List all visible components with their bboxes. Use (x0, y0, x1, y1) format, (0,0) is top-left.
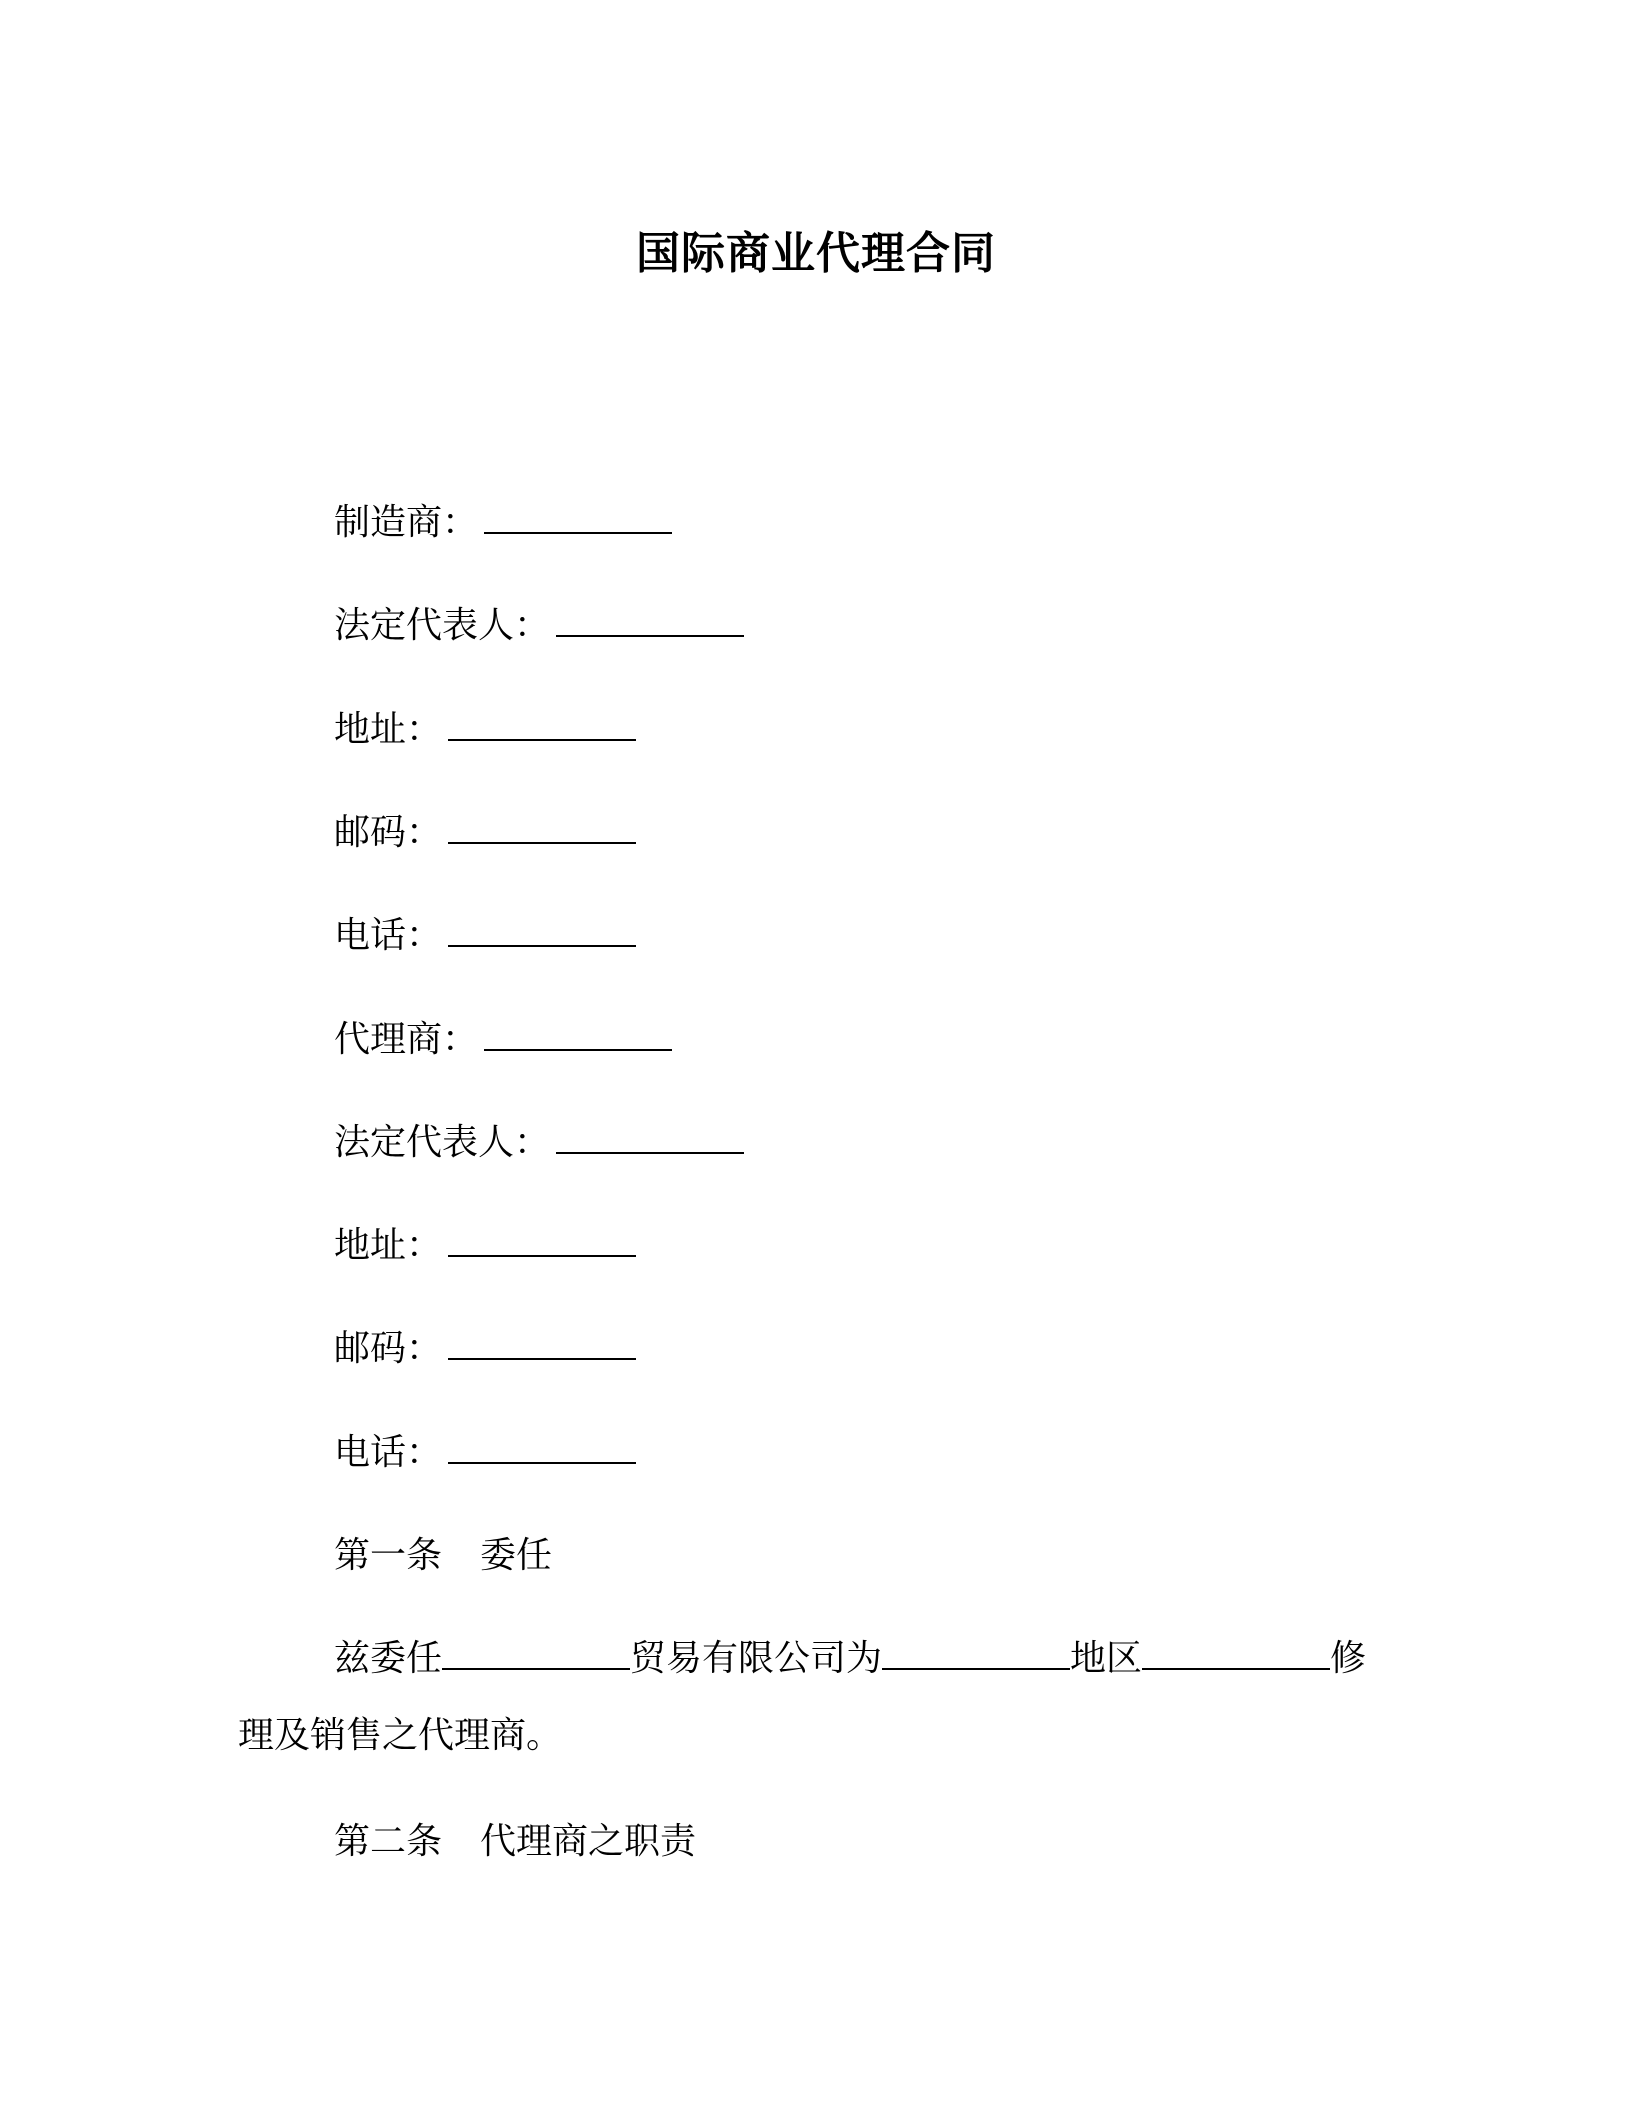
field-label: 电话： (334, 1432, 443, 1473)
fill-in-blank (448, 703, 636, 741)
field-label: 法定代表人： (334, 605, 551, 646)
field-label: 电话： (334, 915, 443, 956)
agent-field (334, 1010, 672, 1070)
paragraph-text: 地区 (1070, 1638, 1143, 1679)
paragraph-text: 兹委任 (334, 1638, 443, 1679)
field-label: 法定代表人： (334, 1122, 551, 1163)
fill-in-blank (448, 1322, 636, 1360)
paragraph-line-2: 理及销售之代理商。 (238, 1715, 563, 1756)
agent-address-field (334, 1216, 636, 1276)
article-2-heading (334, 1812, 696, 1872)
fill-in-blank (448, 1426, 636, 1464)
agent-postcode-field (334, 1319, 636, 1379)
article-title: 代理商之职责 (480, 1821, 697, 1862)
fill-in-blank (1142, 1632, 1330, 1670)
manufacturer-phone-field (334, 906, 636, 966)
manufacturer-field (334, 493, 672, 553)
document-title: 国际商业代理合同 (636, 228, 996, 279)
fill-in-blank (448, 806, 636, 844)
field-label: 制造商： (334, 502, 479, 543)
field-label: 地址： (334, 709, 443, 750)
fill-in-blank (484, 1013, 672, 1051)
agent-legal-rep-field (334, 1113, 744, 1173)
fill-in-blank (484, 496, 672, 534)
paragraph-text: 修 (1330, 1638, 1367, 1679)
fill-in-blank (556, 1116, 744, 1154)
paragraph-line-1 (238, 1629, 1388, 1689)
fill-in-blank (442, 1632, 630, 1670)
agent-phone-field (334, 1423, 636, 1483)
article-number: 第一条 (334, 1535, 443, 1576)
article-title: 委任 (480, 1535, 553, 1576)
fill-in-blank (448, 1219, 636, 1257)
field-label: 邮码： (334, 812, 443, 853)
manufacturer-address-field (334, 700, 636, 760)
article-1-heading (334, 1526, 552, 1586)
fill-in-blank (882, 1632, 1070, 1670)
fill-in-blank (448, 909, 636, 947)
paragraph-text: 贸易有限公司为 (630, 1638, 883, 1679)
fill-in-blank (556, 599, 744, 637)
article-number: 第二条 (334, 1821, 443, 1862)
manufacturer-legal-rep-field (334, 596, 744, 656)
field-label: 地址： (334, 1225, 443, 1266)
manufacturer-postcode-field (334, 803, 636, 863)
article-1-paragraph (238, 1629, 1388, 1766)
field-label: 代理商： (334, 1019, 479, 1060)
field-label: 邮码： (334, 1328, 443, 1369)
